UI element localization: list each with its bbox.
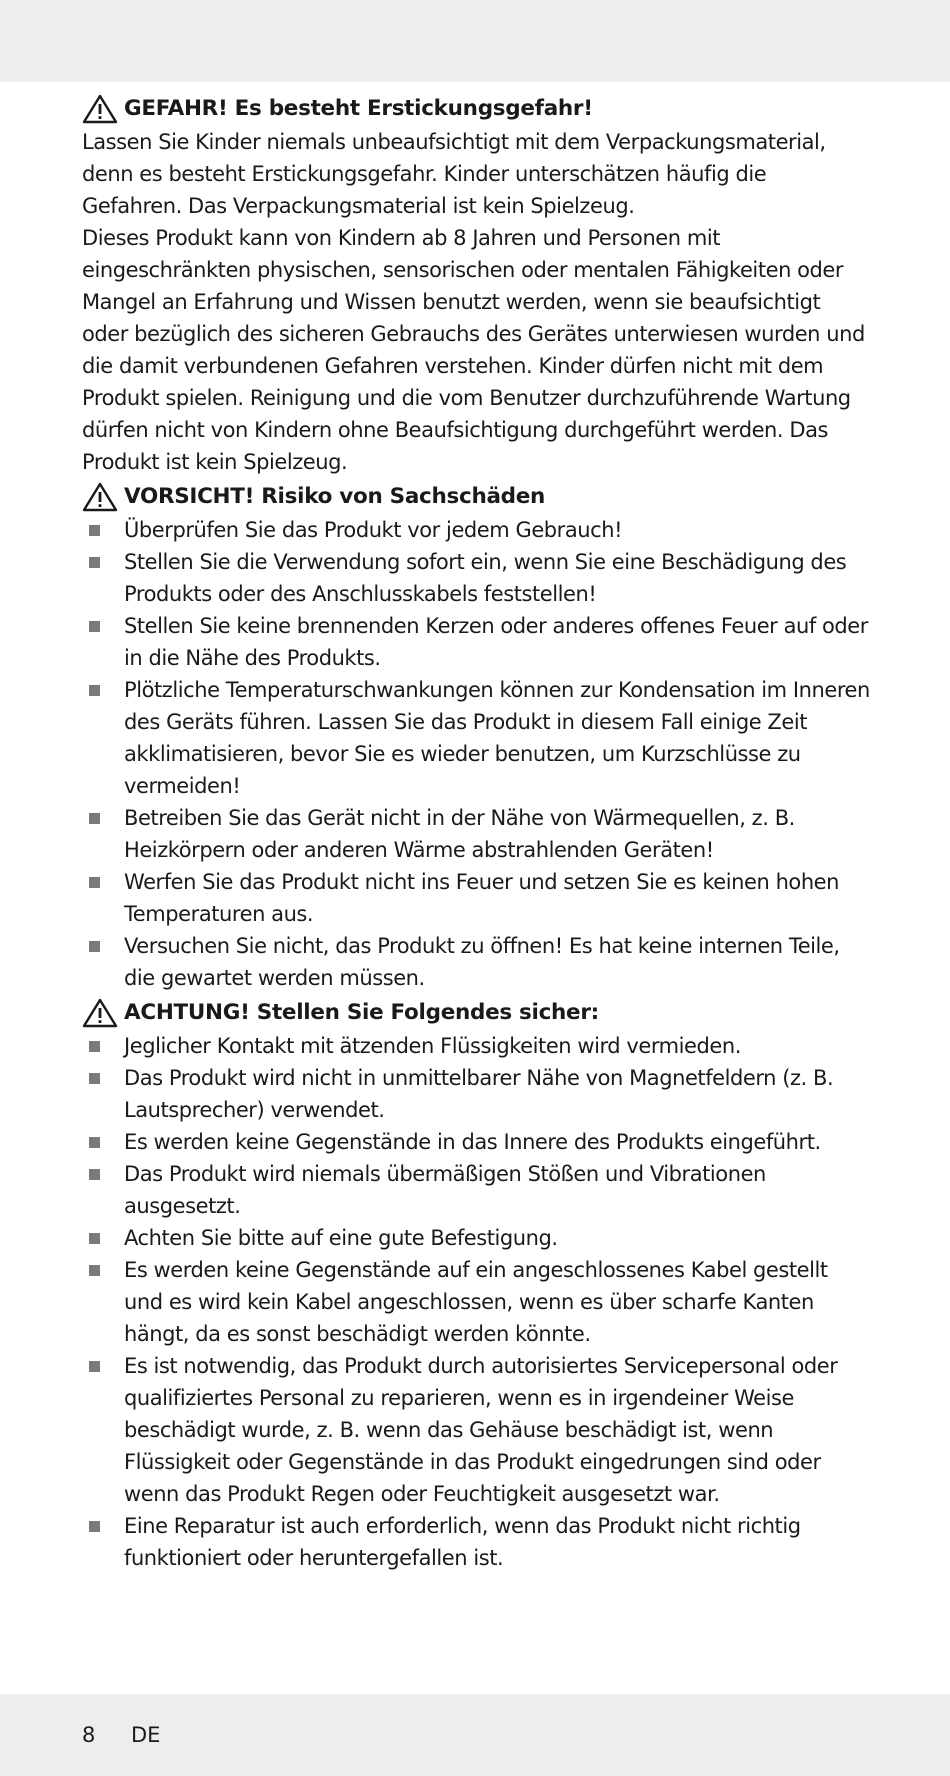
square-bullet xyxy=(89,1233,100,1244)
list-item xyxy=(82,514,872,546)
square-bullet xyxy=(89,621,100,632)
attention-heading xyxy=(82,996,872,1030)
list-item-text: Versuchen Sie nicht, das Produkt zu öffnen! Es hat keine internen Teile, die gewartet werden müssen. xyxy=(124,934,840,990)
warning-triangle-icon xyxy=(82,998,118,1028)
list-item-text: Plötzliche Temperaturschwankungen können zur Kondensation im Inneren des Geräts führen. Lassen Sie das Produkt in diesem Fall einige Zeit akklimatisieren, bevor Sie es wieder benutzen, um Kurzschlüsse zu vermeiden! xyxy=(124,678,870,798)
list-item xyxy=(82,930,872,994)
list-item xyxy=(82,1126,872,1158)
square-bullet xyxy=(89,525,100,536)
list-item xyxy=(82,1254,872,1350)
square-bullet xyxy=(89,1169,100,1180)
list-item-text: Betreiben Sie das Gerät nicht in der Nähe von Wärmequellen, z. B. Heizkörpern oder anderen Wärme abstrahlenden Geräten! xyxy=(124,806,795,862)
square-bullet xyxy=(89,1265,100,1276)
language-code: DE xyxy=(131,1723,161,1747)
page-number: 8 xyxy=(82,1723,96,1747)
list-item-text: Es ist notwendig, das Produkt durch autorisiertes Servicepersonal oder qualifiziertes Personal zu reparieren, wenn es in irgendeiner Weise beschädigt wurde, z. B. wenn das Gehäuse beschädigt ist, wenn Flüssigkeit oder Gegenstände in das Produkt eingedrungen sind oder wenn das Produkt Regen oder Feuchtigkeit ausgesetzt war. xyxy=(124,1354,838,1506)
paragraph: Dieses Produkt kann von Kindern ab 8 Jahren und Personen mit eingeschränkten physischen, sensorischen oder mentalen Fähigkeiten oder Mangel an Erfahrung und Wissen benutzt werden, wenn sie beaufsichtigt oder bezüglich des sicheren Gebrauchs des Gerätes unterwiesen wurden und die damit verbundenen Gefahren verstehen. Kinder dürfen nicht mit dem Produkt spielen. Reinigung und die vom Benutzer durchzuführende Wartung dürfen nicht von Kindern ohne Beaufsichtigung durchgeführt werden. Das Produkt ist kein Spielzeug. xyxy=(82,226,865,474)
list-item-text: Das Produkt wird niemals übermäßigen Stößen und Vibrationen ausgesetzt. xyxy=(124,1162,766,1218)
warning-triangle-icon xyxy=(82,482,118,512)
list-item xyxy=(82,1062,872,1126)
list-item xyxy=(82,546,872,610)
square-bullet xyxy=(89,941,100,952)
list-item-text: Das Produkt wird nicht in unmittelbarer Nähe von Magnetfeldern (z. B. Lautsprecher) verwendet. xyxy=(124,1066,834,1122)
square-bullet xyxy=(89,557,100,568)
list-item-text: Es werden keine Gegenstände in das Innere des Produkts eingeführt. xyxy=(124,1130,821,1154)
list-item-text: Jeglicher Kontakt mit ätzenden Flüssigkeiten wird vermieden. xyxy=(124,1034,741,1058)
paragraph: Lassen Sie Kinder niemals unbeaufsichtigt mit dem Verpackungsmaterial, denn es besteht Erstickungsgefahr. Kinder unterschätzen häufig die Gefahren. Das Verpackungsmaterial ist kein Spielzeug. xyxy=(82,130,826,218)
list-item-text: Überprüfen Sie das Produkt vor jedem Gebrauch! xyxy=(124,518,623,542)
list-item xyxy=(82,1222,872,1254)
list-item xyxy=(82,610,872,674)
warning-triangle-icon xyxy=(82,94,118,124)
list-item xyxy=(82,802,872,866)
list-item xyxy=(82,1510,872,1574)
caution-heading-text: VORSICHT! Risiko von Sachschäden xyxy=(124,484,546,509)
square-bullet xyxy=(89,1073,100,1084)
danger-heading-text: GEFAHR! Es besteht Erstickungsgefahr! xyxy=(124,96,593,121)
square-bullet xyxy=(89,877,100,888)
list-item xyxy=(82,674,872,802)
square-bullet xyxy=(89,685,100,696)
list-item-text: Achten Sie bitte auf eine gute Befestigung. xyxy=(124,1226,558,1250)
attention-list xyxy=(82,1030,872,1574)
list-item xyxy=(82,1350,872,1510)
caution-heading xyxy=(82,480,872,514)
list-item xyxy=(82,866,872,930)
list-item xyxy=(82,1030,872,1062)
list-item xyxy=(82,1158,872,1222)
danger-heading xyxy=(82,92,872,126)
square-bullet xyxy=(89,1361,100,1372)
square-bullet xyxy=(89,1521,100,1532)
list-item-text: Stellen Sie die Verwendung sofort ein, wenn Sie eine Beschädigung des Produkts oder des Anschlusskabels feststellen! xyxy=(124,550,847,606)
list-item-text: Werfen Sie das Produkt nicht ins Feuer und setzen Sie es keinen hohen Temperaturen aus. xyxy=(124,870,840,926)
square-bullet xyxy=(89,1041,100,1052)
square-bullet xyxy=(89,1137,100,1148)
safety-instructions xyxy=(82,92,872,1574)
attention-heading-text: ACHTUNG! Stellen Sie Folgendes sicher: xyxy=(124,1000,599,1025)
square-bullet xyxy=(89,813,100,824)
list-item-text: Es werden keine Gegenstände auf ein angeschlossenes Kabel gestellt und es wird kein Kabel angeschlossen, wenn es über scharfe Kanten hängt, da es sonst beschädigt werden könnte. xyxy=(124,1258,828,1346)
top-margin-band xyxy=(0,0,950,82)
caution-list xyxy=(82,514,872,994)
list-item-text: Stellen Sie keine brennenden Kerzen oder anderes offenes Feuer auf oder in die Nähe des Produkts. xyxy=(124,614,868,670)
list-item-text: Eine Reparatur ist auch erforderlich, wenn das Produkt nicht richtig funktioniert oder heruntergefallen ist. xyxy=(124,1514,801,1570)
